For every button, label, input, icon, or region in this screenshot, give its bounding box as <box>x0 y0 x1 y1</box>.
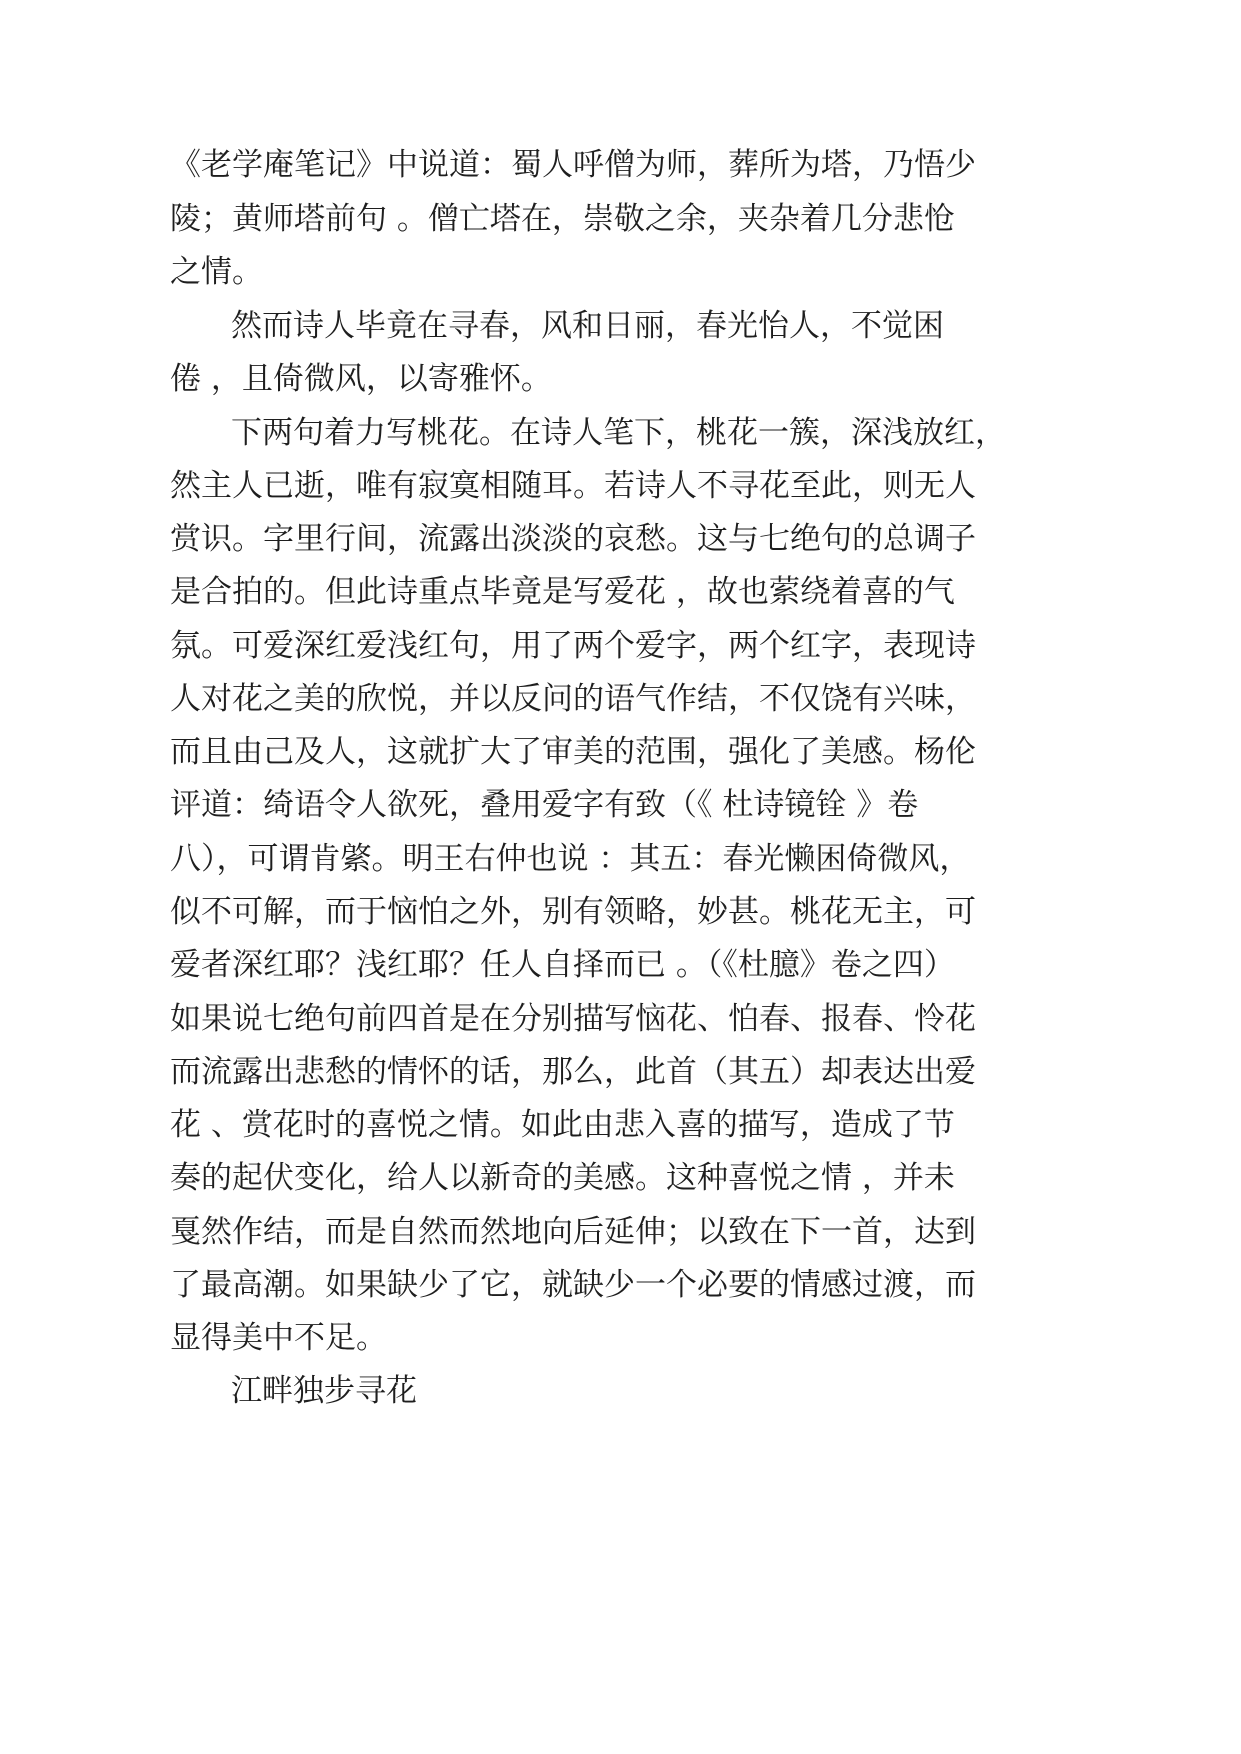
text-line: 了最高潮。如果缺少了它，就缺少一个必要的情感过渡，而 <box>170 1267 976 1303</box>
text-line: 如果说七绝句前四首是在分别描写恼花、怕春、报春、怜花 <box>170 1001 976 1037</box>
text-line: 而且由己及人，这就扩大了审美的范围，强化了美感。杨伦 <box>170 734 976 770</box>
paragraph-first-line: 下两句着力写桃花。在诗人笔下，桃花一簇，深浅放红， <box>231 415 1006 451</box>
text-line: 赏识。字里行间，流露出淡淡的哀愁。这与七绝句的总调子 <box>170 521 976 557</box>
text-line: 氛。可爱深红爱浅红句，用了两个爱字，两个红字，表现诗 <box>170 628 976 664</box>
paragraph-first-line: 然而诗人毕竟在寻春，风和日丽，春光怡人，不觉困 <box>231 308 944 344</box>
text-line: 显得美中不足。 <box>170 1320 387 1356</box>
text-line: 爱者深红耶？浅红耶？任人自择而已 。（《杜臆》卷之四） <box>170 947 955 983</box>
text-line: 戛然作结，而是自然而然地向后延伸；以致在下一首，达到 <box>170 1214 976 1250</box>
text-line: 八），可谓肯綮。明王右仲也说 ：其五：春光懒困倚微风， <box>170 841 971 877</box>
text-line: 人对花之美的欣悦，并以反问的语气作结，不仅饶有兴味， <box>170 681 976 717</box>
text-line: 然主人已逝，唯有寂寞相随耳。若诗人不寻花至此，则无人 <box>170 468 976 504</box>
text-line: 而流露出悲愁的情怀的话，那么，此首（其五）却表达出爱 <box>170 1054 976 1090</box>
text-line: 似不可解，而于恼怕之外，别有领略，妙甚。桃花无主，可 <box>170 894 976 930</box>
text-line: 之情。 <box>170 254 263 290</box>
text-line: 是合拍的。但此诗重点毕竟是写爱花 ，故也萦绕着喜的气 <box>170 574 955 610</box>
text-line: 评道：绮语令人欲死，叠用爱字有致（《 杜诗镜铨 》卷 <box>170 787 919 823</box>
text-line: 陵；黄师塔前句 。僧亡塔在，崇敬之余，夹杂着几分悲怆 <box>170 201 955 237</box>
text-line: 奏的起伏变化，给人以新奇的美感。这种喜悦之情 ，并未 <box>170 1160 955 1196</box>
section-heading: 江畔独步寻花 <box>231 1373 417 1409</box>
text-line: 《老学庵笔记》中说道：蜀人呼僧为师，葬所为塔，乃悟少 <box>170 147 976 183</box>
text-line: 倦 ，且倚微风，以寄雅怀。 <box>170 361 552 397</box>
text-line: 花 、赏花时的喜悦之情。如此由悲入喜的描写，造成了节 <box>170 1107 955 1143</box>
